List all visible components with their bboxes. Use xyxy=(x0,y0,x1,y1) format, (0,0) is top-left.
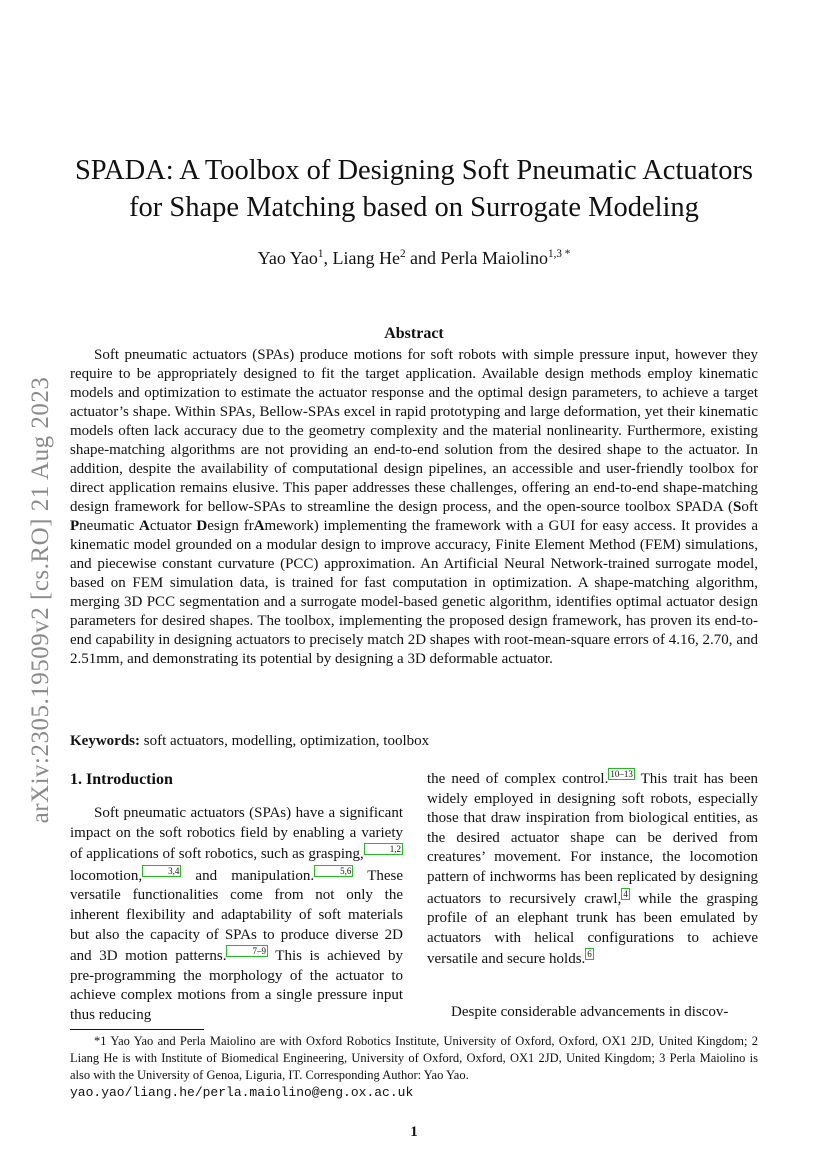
body-text: while the grasping profile of an elephant trunk has been emulated by actuators with helical configurations to achieve versatile and secure holds. xyxy=(427,890,758,968)
author-separator: and xyxy=(405,248,441,268)
author-name: Yao Yao xyxy=(257,248,318,268)
body-text: the need of complex control. xyxy=(427,771,609,787)
abstract-text: ctuator xyxy=(149,518,197,534)
abstract-text: Soft pneumatic actuators (SPAs) produce motions for soft robots with simple pressure input, however they require to be appropriately designed to fit the target application. Available design methods employ kinematic models and optimization to estimate the actuator response and the optimal design parameters, to achieve a target actuator’s shape. Within SPAs, Bellow-SPAs excel in rapid prototyping and large deformation, yet their kinematic models often lack accuracy due to the geometry complexity and the material nonlinearity. Furthermore, existing shape-matching algorithms are not providing an end-to-end solution from the desired shape to the actuator. In addition, despite the availability of computational design pipelines, an accessible and user-friendly toolbox for direct application remains elusive. This paper addresses these challenges, offering an end-to-end shape-matching design framework for bellow-SPAs to streamline the design process, and the open-source toolbox SPADA ( xyxy=(70,347,758,515)
arxiv-identifier: arXiv:2305.19509v2 [cs.RO] 21 Aug 2023 xyxy=(27,376,54,824)
body-text: This is achieved by pre-programming the morphology of the actuator to achieve complex motions from a single pressure input thus reducing xyxy=(70,948,403,1023)
section-heading: 1. Introduction xyxy=(70,771,173,788)
body-text: Soft pneumatic actuators (SPAs) have a significant impact on the soft robotics field by enabling a variety of applications of soft robotics, such as grasping, xyxy=(70,805,403,863)
intro-right-paragraph-2: Despite considerable advancements in discov- xyxy=(451,1004,729,1020)
body-text: This trait has been widely employed in designing soft robots, especially those that draw inspiration from biological entities, as the desired actuator shape can be derived from creatures’ movement. For instance, the locomotion pattern of inchworms has been replicated by designing actuators to recursively crawl, xyxy=(427,771,758,907)
footnote-emails: yao.yao/liang.he/perla.maiolino@eng.ox.ac.uk xyxy=(70,1085,414,1100)
abstract-text: mework) implementing the framework with a GUI for easy access. It provides a kinematic model grounded on a modular design to improve accuracy, Finite Element Method (FEM) simulations, and piecewise constant curvature (PCC) approximation. An Artificial Neural Network-trained surrogate model, based on FEM simulation data, is trained for fast computation in optimization. A shape-matching algorithm, merging 3D PCC segmentation and a surrogate model-based genetic algorithm, identifies optimal actuator design parameters for desired shapes. The toolbox, implementing the proposed design framework, has proven its end-to-end capability in designing actuators to precisely match 2D shapes with root-mean-square errors of 4.16, 2.70, and 2.51mm, and demonstrating its potential by designing a 3D deformable actuator. xyxy=(70,518,758,667)
citation-link[interactable]: 7–9 xyxy=(226,945,268,957)
intro-right-column xyxy=(427,768,758,970)
acronym-letter: S xyxy=(732,499,742,515)
keywords xyxy=(70,733,758,750)
abstract-text: esign fr xyxy=(207,518,254,534)
body-text: These versatile functionalities come from not only the inherent flexibility and adaptability of soft materials but also the capacity of SPAs to produce diverse 2D and 3D motion patterns. xyxy=(70,867,404,965)
citation-link[interactable]: 4 xyxy=(623,888,628,899)
author-name: Perla Maiolino xyxy=(440,248,549,268)
title-line-2: for Shape Matching based on Surrogate Modeling xyxy=(129,192,699,223)
citation-link[interactable]: 3,4 xyxy=(142,865,181,877)
citation-link[interactable]: 6 xyxy=(587,949,592,960)
acronym-letter: P xyxy=(70,518,80,534)
keywords-label: Keywords: xyxy=(70,733,140,749)
citation-link[interactable]: 5,6 xyxy=(314,865,353,877)
affiliation-mark: 1 xyxy=(317,248,324,260)
abstract-text: neumatic xyxy=(79,518,139,534)
body-text: and manipulation. xyxy=(181,867,315,884)
citation-link[interactable]: 1,2 xyxy=(364,843,403,855)
intro-left-column xyxy=(70,804,403,1026)
acronym-letter: A xyxy=(139,518,150,534)
keywords-list: soft actuators, modelling, optimization, toolbox xyxy=(140,733,430,749)
abstract-body xyxy=(70,346,758,669)
author-separator: , xyxy=(323,248,333,268)
page-number: 1 xyxy=(410,1124,418,1140)
arxiv-side-label xyxy=(16,355,66,845)
body-text: locomotion, xyxy=(70,867,143,884)
affiliation-mark: 2 xyxy=(399,248,406,260)
title-line-1: SPADA: A Toolbox of Designing Soft Pneumatic Actuators xyxy=(74,155,754,186)
acronym-letter: D xyxy=(196,518,208,534)
affiliation-mark: 1,3 * xyxy=(548,248,571,260)
author-name: Liang He xyxy=(332,248,400,268)
abstract-text: oft xyxy=(741,499,758,515)
footnote-rule xyxy=(70,1029,204,1030)
abstract-heading: Abstract xyxy=(384,325,444,342)
author-list xyxy=(60,248,768,269)
acronym-letter: A xyxy=(253,518,265,534)
paper-title xyxy=(60,152,768,226)
footnote xyxy=(70,1033,758,1101)
citation-link[interactable]: 10–13 xyxy=(610,769,633,779)
footnote-text: *1 Yao Yao and Perla Maiolino are with Oxford Robotics Institute, University of Oxford, Oxford, OX1 2JD, United Kingdom; 2 Liang He is with Institute of Biomedical Engineering, University of Oxford, Oxford, OX1 2JD, United Kingdom; 3 Perla Maiolino is also with the University of Genoa, Liguria, IT. Corresponding Author: Yao Yao. xyxy=(70,1034,758,1082)
